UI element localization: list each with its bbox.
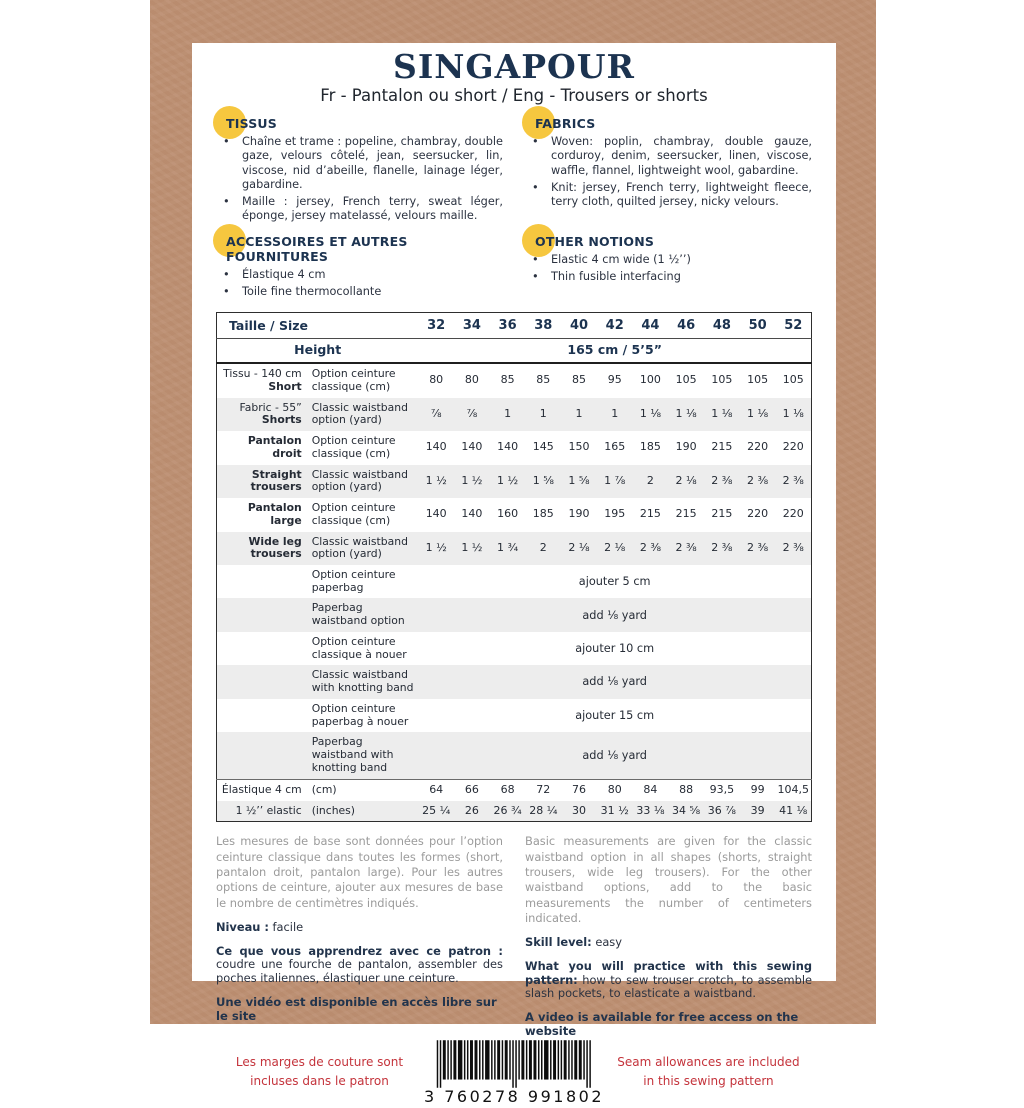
value-cell: 30 (572, 803, 586, 817)
value-cell: 80 (464, 373, 479, 387)
table-row (217, 465, 812, 498)
table-row (217, 565, 812, 598)
size-table-head (217, 313, 812, 364)
value-cell: 2 ⅜ (782, 540, 804, 554)
table-row (217, 598, 812, 631)
value-cell: 85 (500, 373, 515, 387)
value-cell: 190 (675, 440, 697, 454)
section-accessoires (216, 234, 503, 299)
value-cell: 33 ⅛ (636, 803, 665, 817)
learn-paragraph-en (525, 960, 812, 1001)
value-cell: 85 (572, 373, 586, 387)
skill-level-fr (216, 921, 503, 935)
row-desc: Option ceinture classique (cm) (311, 501, 396, 527)
table-row (217, 801, 812, 822)
row-label-plain: Élastique 4 cm (221, 782, 302, 796)
table-row (217, 732, 812, 779)
notions-row (216, 234, 812, 299)
value-cell: 140 (425, 507, 447, 521)
value-cell: 2 ⅛ (604, 540, 626, 554)
span-value-cell: ajouter 5 cm (578, 575, 651, 589)
value-cell: 1 ⅛ (782, 406, 804, 420)
value-cell: 105 (747, 373, 769, 387)
value-cell: 1 ¾ (497, 540, 519, 554)
bullet-item: • Maille : jersey, French terry, sweat léger, éponge, jersey matelassé, velours maille. (216, 195, 503, 223)
value-cell: 95 (607, 373, 622, 387)
value-cell: 1 (611, 406, 619, 420)
size-column-header: 38 (525, 313, 561, 339)
row-label (217, 498, 308, 531)
value-cell: 150 (568, 440, 590, 454)
row-label-plain: 1 ½’’ elastic (235, 803, 302, 817)
tissus-list (216, 135, 503, 223)
value-cell: 140 (461, 440, 483, 454)
fabrics-list (525, 135, 812, 209)
value-cell: 2 ⅜ (782, 473, 804, 487)
value-cell: 140 (425, 440, 447, 454)
accessoires-list (216, 268, 503, 299)
value-cell: 220 (782, 440, 804, 454)
value-cell: 26 (464, 803, 479, 817)
row-desc: (inches) (311, 803, 356, 817)
footer-notes-fr (216, 834, 503, 1037)
bullet-item: • Chaîne et trame : popeline, chambray, double gaze, velours côtelé, jean, seersucker, lin, viscose, nid d’abeille, flanelle, lainage léger, gabardine. (216, 135, 503, 191)
row-label (217, 665, 308, 698)
value-cell: 76 (561, 779, 597, 800)
value-cell: 34 ⅝ (672, 803, 701, 817)
row-label-plain: Tissu - 140 cm (223, 367, 302, 381)
video-note-en: A video is available for free access on the website (525, 1009, 799, 1038)
row-label (217, 699, 308, 732)
value-cell: 1 ⅛ (639, 406, 661, 420)
value-cell: 1 ½ (461, 540, 483, 554)
value-cell: 26 ¾ (493, 803, 522, 817)
size-column-header: 48 (704, 313, 740, 339)
value-cell: 195 (604, 507, 626, 521)
value-cell: 100 (639, 373, 661, 387)
row-desc: Option ceinture paperbag à nouer (311, 701, 409, 728)
bullet-item: • Knit: jersey, French terry, lightweight fleece, terry cloth, quilted jersey, nicky velours. (525, 181, 812, 209)
value-cell: 93,5 (704, 779, 740, 800)
span-value-cell: add ⅛ yard (582, 608, 647, 622)
value-cell: 2 ⅜ (639, 540, 661, 554)
size-column-header: 52 (775, 313, 811, 339)
table-row (217, 363, 812, 397)
table-row (217, 699, 812, 732)
value-cell: 99 (740, 779, 776, 800)
value-cell: 160 (497, 507, 519, 521)
value-cell: 1 ½ (461, 473, 483, 487)
value-cell: 1 ⅛ (747, 406, 769, 420)
row-label (217, 532, 308, 565)
measurement-note-fr: Les mesures de base sont données pour l’option ceinture classique dans toutes les formes (short, pantalon droit, pantalon large). Pour les autres options de ceinture, ajouter aux mesures de base le nombre de centimètres indiqués. (216, 834, 503, 910)
size-column-header: 46 (668, 313, 704, 339)
value-cell: 190 (568, 507, 590, 521)
value-cell: 64 (418, 779, 454, 800)
bullet-item: • Thin fusible interfacing (525, 270, 812, 284)
value-cell: 2 ⅜ (711, 473, 733, 487)
row-desc: Option ceinture classique (cm) (311, 434, 396, 460)
row-desc: Classic waistband option (yard) (311, 467, 408, 494)
value-cell: 1 ⅛ (711, 406, 733, 420)
value-cell: 220 (747, 507, 769, 521)
measurement-note-en: Basic measurements are given for the classic waistband option in all shapes (shorts, straight trousers, wide leg trousers). For the other waistband options, add to the basic measurements the number of centimeters indicated. (525, 834, 812, 925)
bottom-row (216, 1038, 812, 1108)
size-column-header: 42 (597, 313, 633, 339)
value-cell: 68 (490, 779, 526, 800)
size-column-header: 44 (633, 313, 669, 339)
value-cell: 1 (504, 406, 512, 420)
footer-notes-en (525, 834, 812, 1037)
skill-level-value-fr: facile (268, 919, 304, 934)
value-cell: 1 ⅛ (675, 406, 697, 420)
height-label: Height (217, 339, 419, 364)
video-note-fr: Une vidéo est disponible en accès libre sur le site (216, 994, 497, 1023)
learn-label-en: What you will practice with this sewing pattern: (525, 958, 812, 987)
value-cell: 2 ⅛ (675, 473, 697, 487)
value-cell: 31 ½ (600, 803, 629, 817)
value-cell: 2 (646, 473, 654, 487)
table-row (217, 532, 812, 565)
section-tissus (216, 116, 503, 223)
value-cell: 39 (750, 803, 765, 817)
value-cell: 1 ½ (425, 473, 447, 487)
table-row (217, 665, 812, 698)
span-value-cell: ajouter 15 cm (575, 708, 655, 722)
table-row (217, 632, 812, 665)
value-cell: 104,5 (775, 779, 811, 800)
table-row (217, 779, 812, 800)
section-fabrics (525, 116, 812, 223)
section-heading-tissus: TISSUS (226, 116, 277, 132)
barcode (424, 1038, 604, 1106)
row-label (217, 801, 308, 822)
height-row (217, 339, 812, 364)
kraft-board-background (150, 0, 876, 1106)
row-desc: Option ceinture classique (cm) (311, 367, 396, 393)
learn-paragraph-fr (216, 945, 503, 986)
value-cell: 215 (711, 507, 733, 521)
value-cell: 220 (747, 440, 769, 454)
skill-level-value-en: easy (591, 935, 622, 950)
row-label-bold: Pantalon droit (247, 434, 302, 460)
value-cell: 1 ⅞ (604, 473, 626, 487)
value-cell: 2 ⅜ (747, 540, 769, 554)
bullet-item: • Élastique 4 cm (216, 268, 503, 282)
row-label (217, 431, 308, 464)
size-column-header: 32 (418, 313, 454, 339)
learn-value-fr: coudre une fourche de pantalon, assembler des poches italiennes, élastiquer une ceinture. (216, 957, 503, 985)
value-cell: 215 (675, 507, 697, 521)
value-cell: 215 (711, 440, 733, 454)
section-heading-fabrics: FABRICS (535, 116, 596, 132)
value-cell: 1 ⅝ (568, 473, 590, 487)
row-desc: Paperbag waistband option (311, 601, 405, 628)
row-label-plain: Fabric - 55” (239, 400, 302, 414)
row-desc: Option ceinture classique à nouer (311, 634, 407, 661)
value-cell: 2 (539, 540, 547, 554)
value-cell: 84 (633, 779, 669, 800)
value-cell: 66 (454, 779, 490, 800)
row-desc: (cm) (308, 779, 419, 800)
span-value-cell: ajouter 10 cm (575, 641, 655, 655)
pattern-title: SINGAPOUR (393, 47, 635, 86)
row-label-bold: Straight trousers (250, 467, 302, 494)
pattern-subtitle: Fr - Pantalon ou short / Eng - Trousers or shorts (320, 86, 708, 106)
value-cell: 2 ⅜ (675, 540, 697, 554)
skill-level-label-fr: Niveau : (216, 919, 269, 934)
bullet-item: • Toile fine thermocollante (216, 285, 503, 299)
value-cell: 88 (668, 779, 704, 800)
value-cell: 2 ⅜ (747, 473, 769, 487)
value-cell: 105 (711, 373, 733, 387)
value-cell: 1 ½ (497, 473, 519, 487)
value-cell: ⅞ (466, 406, 478, 420)
table-row (217, 431, 812, 464)
section-heading-accessoires: ACCESSOIRES ET AUTRES FOURNITURES (226, 233, 408, 264)
row-desc: Paperbag waistband with knotting band (311, 735, 394, 774)
size-column-header: 36 (490, 313, 526, 339)
value-cell: 2 ⅜ (711, 540, 733, 554)
row-label-bold: Pantalon large (247, 501, 302, 527)
other-notions-list (525, 253, 812, 284)
section-other-notions (525, 234, 812, 299)
materials-row (216, 116, 812, 223)
row-desc: Classic waistband option (yard) (311, 400, 408, 427)
value-cell: 215 (639, 507, 661, 521)
row-label (217, 779, 308, 800)
size-table-body (217, 363, 812, 822)
value-cell: 25 ¼ (422, 803, 451, 817)
value-cell: 80 (429, 373, 444, 387)
learn-label-fr: Ce que vous apprendrez avec ce patron : (216, 943, 503, 958)
seam-allowance-note-fr: Les marges de couture sont incluses dans le patron (235, 1055, 404, 1088)
table-row (217, 498, 812, 531)
row-label-bold: Wide leg trousers (248, 534, 302, 561)
size-column-header: 34 (454, 313, 490, 339)
value-cell: 105 (782, 373, 804, 387)
value-cell: 185 (639, 440, 661, 454)
value-cell: 36 ⅞ (707, 803, 736, 817)
section-heading-other-notions: OTHER NOTIONS (535, 233, 655, 249)
seam-allowance-note-en: Seam allowances are included in this sewing pattern (617, 1055, 800, 1088)
row-desc: Classic waistband with knotting band (311, 668, 414, 695)
barcode-icon (434, 1038, 594, 1090)
table-row (217, 398, 812, 431)
size-column-header: 40 (561, 313, 597, 339)
row-label (217, 632, 308, 665)
value-cell: 1 (575, 406, 583, 420)
value-cell: 140 (497, 440, 519, 454)
bullet-item: • Woven: poplin, chambray, double gauze, corduroy, denim, seersucker, linen, viscose, waffle, flannel, lightweight wool, gabardine. (525, 135, 812, 177)
row-label (217, 598, 308, 631)
value-cell: 1 (539, 406, 547, 420)
value-cell: 220 (782, 507, 804, 521)
row-label (217, 465, 308, 498)
span-value-cell: add ⅛ yard (582, 675, 647, 689)
pattern-sheet (192, 43, 836, 1106)
value-cell: ⅞ (430, 406, 442, 420)
value-cell: 41 ⅛ (779, 803, 808, 817)
row-label (217, 565, 308, 598)
value-cell: 1 ⅝ (532, 473, 554, 487)
value-cell: 145 (532, 440, 554, 454)
row-desc: Classic waistband option (yard) (311, 534, 408, 561)
size-header-row (217, 313, 812, 339)
value-cell: 80 (597, 779, 633, 800)
value-cell: 165 (604, 440, 626, 454)
value-cell: 105 (675, 373, 697, 387)
row-label-bold: Shorts (261, 413, 302, 427)
value-cell: 85 (536, 373, 551, 387)
skill-level-en (525, 936, 812, 950)
value-cell: 28 ¼ (529, 803, 558, 817)
row-label (217, 363, 308, 397)
footer-notes-row (216, 834, 812, 1037)
value-cell: 185 (532, 507, 554, 521)
value-cell: 140 (461, 507, 483, 521)
value-cell: 72 (525, 779, 561, 800)
size-column-header: 50 (740, 313, 776, 339)
bullet-item: • Elastic 4 cm wide (1 ½’’) (525, 253, 812, 267)
learn-value-en: how to sew trouser crotch, to assemble slash pockets, to elasticate a waistband. (525, 972, 812, 1001)
row-label-bold: Short (268, 379, 302, 393)
barcode-number: 3 760278 991802 (423, 1086, 604, 1106)
skill-level-label-en: Skill level: (525, 935, 592, 950)
size-table (216, 312, 812, 822)
value-cell: 1 ½ (425, 540, 447, 554)
height-value: 165 cm / 5’5” (418, 339, 811, 364)
row-label (217, 398, 308, 431)
span-value-cell: add ⅛ yard (582, 748, 647, 762)
row-label (217, 732, 308, 779)
size-label-header: Taille / Size (217, 313, 419, 339)
value-cell: 2 ⅛ (568, 540, 590, 554)
row-desc: Option ceinture paperbag (311, 567, 396, 594)
